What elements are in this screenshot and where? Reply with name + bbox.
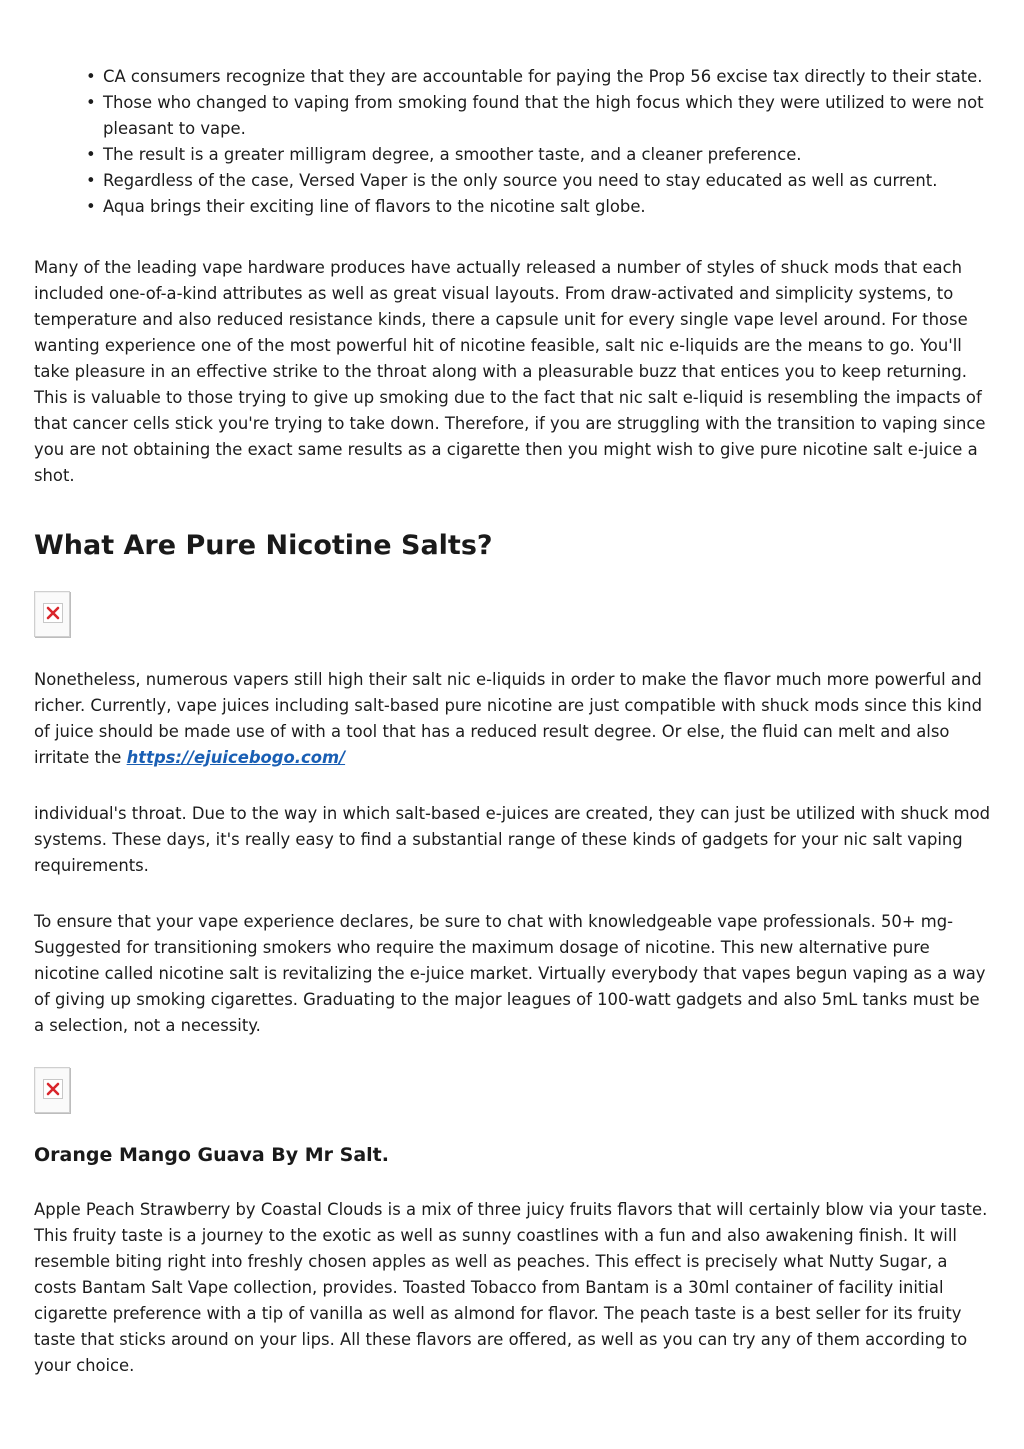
broken-image-icon bbox=[43, 603, 63, 623]
bullet-list bbox=[34, 0, 994, 220]
list-item: • Regardless of the case, Versed Vaper is the only source you need to stay educated as well as current. bbox=[86, 168, 994, 194]
list-item: • CA consumers recognize that they are accountable for paying the Prop 56 excise tax directly to their state. bbox=[86, 64, 994, 90]
article bbox=[34, 0, 994, 1379]
list-item: • Aqua brings their exciting line of flavors to the nicotine salt globe. bbox=[86, 194, 994, 220]
body-paragraph: Apple Peach Strawberry by Coastal Clouds is a mix of three juicy fruits flavors that will certainly blow via your taste. This fruity taste is a journey to the exotic as well as sunny coastlines with a fun and also awakening finish. It will resemble biting right into freshly chosen apples as well as peaches. This effect is precisely what Nutty Sugar, a costs Bantam Salt Vape collection, provides. Toasted Tobacco from Bantam is a 30ml container of facility initial cigarette preference with a tip of vanilla as well as almond for flavor. The peach taste is a best seller for its fruity taste that sticks around on your lips. All these flavors are offered, as well as you can try any of them according to your choice. bbox=[34, 1200, 988, 1375]
body-paragraph: individual's throat. Due to the way in which salt-based e-juices are created, they can just be utilized with shuck mod systems. These days, it's really easy to find a substantial range of these kinds of gadgets for your nic salt vaping requirements. bbox=[34, 804, 991, 875]
list-item: • Those who changed to vaping from smoking found that the high focus which they were utilized to were not pleasant to vape. bbox=[86, 90, 994, 142]
body-paragraph: Many of the leading vape hardware produces have actually released a number of styles of shuck mods that each included one-of-a-kind attributes as well as great visual layouts. From draw-activated and simplicity systems, to temperature and also reduced resistance kinds, there a capsule unit for every single vape level around. For those wanting experience one of the most powerful hit of nicotine feasible, salt nic e-liquids are the means to go. You'll take pleasure in an effective strike to the throat along with a pleasurable buzz that entices you to keep returning. This is valuable to those trying to give up smoking due to the fact that nic salt e-liquid is resembling the impacts of that cancer cells stick you're trying to take down. Therefore, if you are struggling with the transition to vaping since you are not obtaining the exact same results as a cigarette then you might wish to give pure nicotine salt e-juice a shot. bbox=[34, 258, 986, 485]
list-item: • The result is a greater milligram degree, a smoother taste, and a cleaner preference. bbox=[86, 142, 994, 168]
broken-image-placeholder bbox=[34, 1067, 70, 1113]
body-paragraph-text: Nonetheless, numerous vapers still high their salt nic e-liquids in order to make the flavor much more powerful and richer. Currently, vape juices including salt-based pure nicotine are just compatible with shuck mods since this kind of juice should be made use of with a tool that has a reduced result degree. Or else, the fluid can melt and also irritate the bbox=[34, 670, 983, 767]
section-heading: What Are Pure Nicotine Salts? bbox=[34, 530, 493, 561]
body-paragraph bbox=[34, 667, 994, 771]
broken-image-icon bbox=[43, 1079, 63, 1099]
ejuicebogo-link[interactable]: https://ejuicebogo.com/ bbox=[126, 748, 346, 767]
body-paragraph: To ensure that your vape experience declares, be sure to chat with knowledgeable vape professionals. 50+ mg- Suggested for transitioning smokers who require the maximum dosage of nicotine. This new alternative pure nicotine called nicotine salt is revitalizing the e-juice market. Virtually everybody that vapes begun vaping as a way of giving up smoking cigarettes. Graduating to the major leagues of 100-watt gadgets and also 5mL tanks must be a selection, not a necessity. bbox=[34, 912, 986, 1035]
subsection-heading: Orange Mango Guava By Mr Salt. bbox=[34, 1144, 389, 1166]
broken-image-placeholder bbox=[34, 591, 70, 637]
